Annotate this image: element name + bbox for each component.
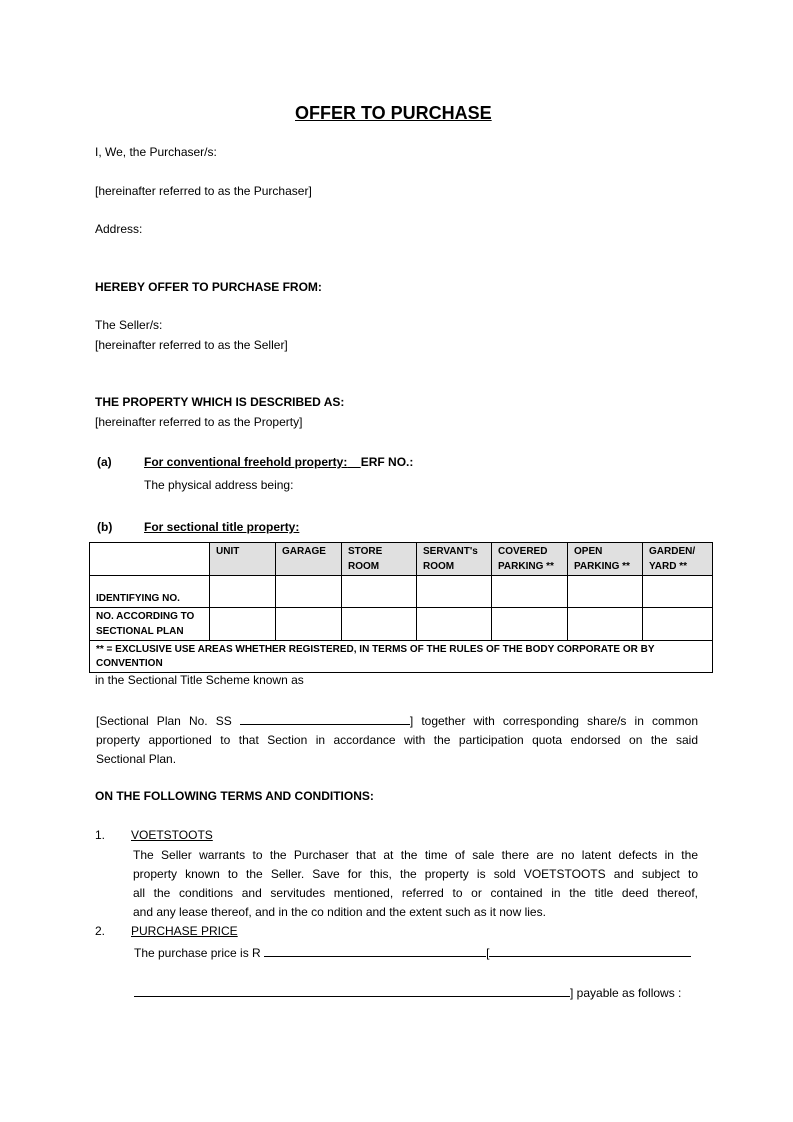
table-header-cell: SERVANT's ROOM (417, 543, 492, 576)
table-cell[interactable] (417, 576, 492, 608)
table-cell[interactable] (492, 576, 568, 608)
sectional-plan-number-field[interactable] (240, 712, 410, 725)
table-header-cell: COVERED PARKING ** (492, 543, 568, 576)
sectional-heading: For sectional title property: (144, 520, 300, 534)
table-cell[interactable] (568, 576, 643, 608)
table-cell[interactable] (210, 608, 276, 641)
terms-heading: ON THE FOLLOWING TERMS AND CONDITIONS: (95, 789, 374, 803)
table-header-cell: GARAGE (276, 543, 342, 576)
table-header-cell: GARDEN/ YARD ** (643, 543, 713, 576)
payable-suffix: ] payable as follows : (570, 986, 682, 1000)
item-a-heading (144, 455, 413, 469)
sectional-plan-prefix: [Sectional Plan No. SS (96, 714, 232, 728)
item-a-marker: (a) (97, 455, 112, 469)
sectional-plan-line1-rest: ] together with corresponding share/s in common (409, 714, 699, 728)
seller-line: The Seller/s: (95, 318, 163, 332)
scheme-line: in the Sectional Title Scheme known as (95, 673, 304, 687)
offer-heading: HEREBY OFFER TO PURCHASE FROM: (95, 280, 322, 294)
clause-1-body (133, 848, 698, 919)
clause-1-number: 1. (95, 828, 106, 842)
table-header-cell: STORE ROOM (342, 543, 417, 576)
property-reference: [hereinafter referred to as the Property] (95, 415, 303, 429)
freehold-heading: For conventional freehold property: (144, 455, 348, 469)
table-row-label: NO. ACCORDING TO SECTIONAL PLAN (90, 608, 210, 641)
clause-1-line: all the conditions and servitudes mentioned, referred to or contained in the title deed thereof, (133, 886, 698, 900)
table-row (90, 576, 713, 608)
table-cell[interactable] (276, 608, 342, 641)
table-cell[interactable] (568, 608, 643, 641)
clause-2-number: 2. (95, 924, 106, 938)
purchase-price-words-line (134, 984, 681, 1000)
sectional-plan-line-2: property apportioned to that Section in accordance with the participation quota endorsed on the said (96, 733, 698, 747)
purchaser-reference: [hereinafter referred to as the Purchaser] (95, 184, 312, 198)
sectional-title-table (89, 542, 713, 673)
clause-2-heading: PURCHASE PRICE (131, 924, 238, 938)
clause-1-line: The Seller warrants to the Purchaser that at the time of sale there are no latent defects in the (133, 848, 698, 862)
property-heading: THE PROPERTY WHICH IS DESCRIBED AS: (95, 395, 345, 409)
item-b-marker: (b) (97, 520, 113, 534)
erf-label: ERF NO.: (360, 455, 414, 469)
purchase-price-line (134, 944, 691, 960)
table-cell[interactable] (210, 576, 276, 608)
table-header-row (90, 543, 713, 576)
purchase-price-words-continued-field[interactable] (134, 984, 570, 997)
erf-blank (347, 455, 360, 469)
clause-1-line: property known to the Seller. Save for this, the property is sold VOETSTOOTS and subject to (133, 867, 698, 881)
physical-address-label: The physical address being: (144, 478, 294, 492)
table-cell[interactable] (342, 608, 417, 641)
table-cell[interactable] (643, 576, 713, 608)
table-header-cell: OPEN PARKING ** (568, 543, 643, 576)
sectional-plan-line-3: Sectional Plan. (96, 752, 177, 766)
table-note-row (90, 641, 713, 673)
bracket-open: [ (486, 946, 490, 960)
page-title: OFFER TO PURCHASE (295, 103, 492, 123)
table-row-label: IDENTIFYING NO. (90, 576, 210, 608)
table-row (90, 608, 713, 641)
table-cell[interactable] (492, 608, 568, 641)
clause-1-line: and any lease thereof, and in the co ndition and the extent such as it now lies. (133, 905, 546, 919)
sectional-plan-paragraph (96, 712, 698, 766)
table-corner-cell (90, 543, 210, 576)
table-note: ** = EXCLUSIVE USE AREAS WHETHER REGISTERED, IN TERMS OF THE RULES OF THE BODY CORPORATE OR BY CONVENTION (90, 641, 713, 673)
purchase-price-words-field[interactable] (489, 944, 691, 957)
purchase-price-label: The purchase price is R (134, 946, 261, 960)
table-header-cell: UNIT (210, 543, 276, 576)
purchase-price-figures-field[interactable] (264, 944, 486, 957)
purchaser-line: I, We, the Purchaser/s: (95, 145, 217, 159)
table-cell[interactable] (643, 608, 713, 641)
sectional-plan-line-1 (96, 712, 698, 728)
address-label: Address: (95, 222, 143, 236)
seller-reference: [hereinafter referred to as the Seller] (95, 338, 288, 352)
table-cell[interactable] (417, 608, 492, 641)
table-cell[interactable] (342, 576, 417, 608)
table-cell[interactable] (276, 576, 342, 608)
clause-1-heading: VOETSTOOTS (131, 828, 213, 842)
